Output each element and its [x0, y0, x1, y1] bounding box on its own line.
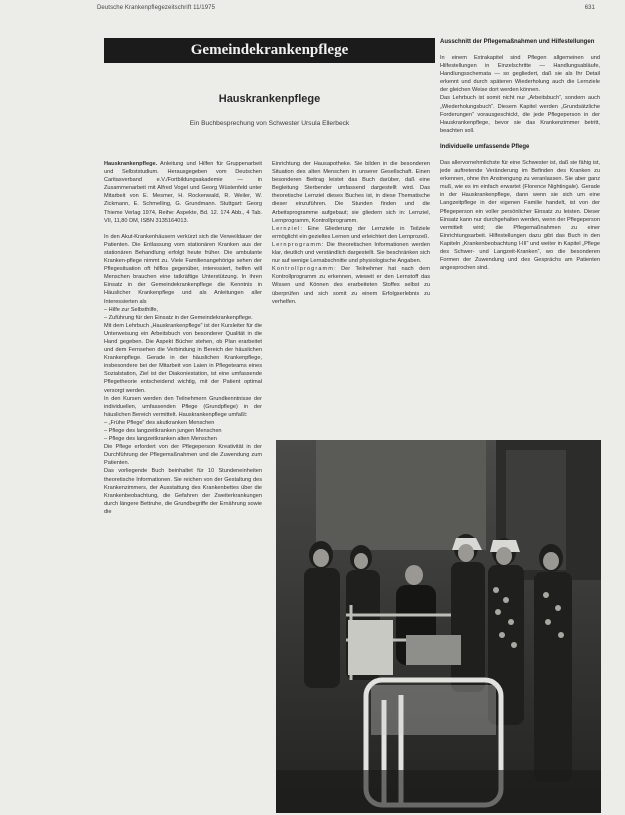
nursing-class-photo — [276, 440, 601, 813]
article-title: Hauskrankenpflege — [218, 93, 321, 105]
paragraph — [272, 265, 430, 305]
term-text: : Der Teilnehmer hat nach dem Kontrollprogramm zu erkennen, wieweit er den Lernstoff das Wissen und Können des erarbeiteten Stoffes selbst zu überprüfen und sich somit zu einem Erfolgserlebnis zu verhelfen. — [272, 266, 430, 305]
section-title: Gemeindekrankenpflege — [190, 42, 349, 58]
list-item: – Hilfe zur Selbsthilfe, — [104, 306, 159, 313]
paragraph: Mit dem Lehrbuch „Hauskrankenpflege“ ist der Kursleiter für die Unterweisung ein Arbeitsbuch von besonderer Qualität in die Hand gegeben. Die Aspekt Bücher stehen, ob Plan erarbeitet und dem Fernsehen die Verbindung in Bereich der häuslichen Krankenpflege. Gerade in der häuslichen Krankenpflege, insbesondere bei der Mitarbeit von Laien in Pflegeteams eines Sozialstation, Ziel ist der Diakoniestation, ist eine umfassende Pflegetheorie entscheidend wichtig, mit der Patient optimal versorgt werden. — [104, 322, 262, 394]
paragraph: In den Akut-Krankenhäusern verkürzt sich die Verweildauer der Patienten. Die Entlassung vom stationären Kranken aus der stationären Behandlung erfolgt heute früher. Die ambulante Kranken-pflege nimmt zu. Viele Familienangehörige sehen der Pflegesituation oft hilflos gegenüber, interessiert, helfen will Menschen brauchen eine tatkräftige Unterstützung. In ihren Einsatz in der Gemeindekrankenpflege die Kenntnis in Häuslicher Krankenpflege und als Anleitungen aller Interessierten als — [104, 233, 262, 305]
paragraph — [104, 160, 262, 225]
list-item: – Pflege des langzeitkranken jungen Menschen — [104, 428, 222, 434]
term-text: : Die theoretischen Informationen werden klar, deutlich und verständlich dargestellt. Sie beschränken sich nur auf wenige Lernabschnitte und physiologische Angaben. — [272, 241, 430, 265]
paragraph — [272, 241, 430, 265]
paragraph: In einem Extrakapitel sind Pflegen allgemeinen und Hilfestellungen in Einzelschritte — Handlungsabläufe, Handlungsschemata — so gegliedert, daß sie als Ihr Detail erkennt und durch späteren Wiederholung auch die Lernziele der gleichen Weise dort werden können. — [440, 55, 600, 94]
text-column-2 — [272, 160, 430, 422]
text-column-1 — [104, 160, 262, 812]
paragraph: In den Kursen werden den Teilnehmern Grundkenntnisse der individuellen, umfassenden Pflege (Grundpflege) in der häuslichen Bereich vermittelt. Hauskrankenpflege umfaßt: — [104, 395, 262, 418]
term-label: Lernprogramm — [272, 241, 322, 248]
bibliographic-entry: Anleitung und Hilfen für Gruppenarbeit und Selbststudium. Herausgegeben vom Deutschen Caritasverband e.V./Fortbildungsakademie — in Zusammenarbeit mit Alfred Vogel und Georg Wüstenfeld unter Mitarbeit von E. Mesmer, H. Rockenwald, R. Weiler, W. Zickmann, E. Schmelling, G. Grundmann. Stuttgart: Georg Thieme Verlag 1974, Reihe: Aspekte, Bd. 12. 174 Abb., 4 Tab. VII, 11,80 DM, ISBN 3135164013. — [104, 161, 262, 224]
term-text: : Eine Gliederung der Lernziele in Teilziele ermöglicht ein gezieltes Lernen und erleichtert den Lernprozeß. — [272, 225, 430, 240]
page-number: 631 — [584, 5, 595, 11]
paragraph: Die Pflege erfordert von der Pflegeperson Kreativität in der Durchführung der Pflegemaßnahmen und die Zuwendung zum Patienten. — [104, 444, 262, 467]
paragraph: Das vorliegende Buch beinhaltet für 10 Stundeneinheiten theoretische Informationen. Sie reichen von der Gestaltung des Krankenzimmers, der Ausstattung des Krankenbettes über die Krankenbeobachtung, die Gefahren der Zweiterkrankungen durch längere Bettruhe, die Grundbegriffe der Ernährung sowie die — [104, 468, 262, 515]
running-head-text: Deutsche Krankenpflegezeitschrift 11/1975 — [97, 5, 216, 11]
article-subtitle: Ein Buchbesprechung von Schwester Ursula Ellerbeck — [189, 120, 350, 127]
paragraph — [272, 225, 430, 241]
paragraph: Das Lehrbuch ist somit nicht nur „Arbeitsbuch“, sondern auch „Wiederholungsbuch“. Diesem Kapitel werden „Grundsätzliche Forderungen“ vorausgeschickt, die jede Pflegeperson in der Hauskrankenpflege, bevor sie das Krankenzimmer betritt, beachten soll. — [440, 95, 600, 134]
list-item: – Pflege des langzeitkranken alten Menschen — [104, 436, 217, 443]
paragraph: Das allervornehmlichste für eine Schwester ist, daß sie fähig ist, jede auftretende Veränderung im Befinden des Kranken zu erkennen, ohne ihn Anstrengung zu veranlassen. Sie aber ganz muß, wie es im einfach erwartet (Florence Nightingale). Gerade in der Hauskrankenpflege, dann wenn sie sich um eine Langzeitpflege in der eigenen Familie handelt, ist von der Pflegeperson ein voller persönlicher Einsatz zu leisten. Dieser Einsatz kann nur durchgehalten werden, wenn der Pflegeperson vermittelt wird; die Pflegemaßnahmen zu einer Einrichtungsarbeit. Hilfestellungen dazu gibt das Buch in den Kapiteln „Krankenbeobachtung I-III“ und weiter in Kapitel „Pflege des Schwer- und Langzeit-Kranken“, wo die besonderen Formen der Zuwendung und des Gesprächs am Patienten angesprochen sind. — [440, 159, 600, 272]
list-item: – „Frühe Pflege“ des akutkranken Menschen — [104, 419, 215, 426]
photo-image — [276, 440, 601, 813]
text-column-3 — [440, 38, 600, 438]
term-label: Kontrollprogramm — [272, 266, 335, 273]
running-head — [97, 5, 595, 11]
paragraph: Einrichtung der Hausapotheke. Sie bilden in die besonderen Situation des alten Menschen in unserer Gesellschaft. Einen besonderen Beitrag leistet das Buch darüber, daß eine Begleitung Sterbender umfassend dargestellt wird. Das theoretische Lernziel dieses Buches ist, in diese Thematische dieser einzuführen. Die Stunden finden und die Arbeitsprogramme aufgebaut; sie gliedern sich in: Lernziel, Lernprogramm, Kontrollprogramm. — [272, 161, 430, 224]
list-item: – Zuführung für den Einsatz in der Gemeindekrankenpflege. — [104, 314, 253, 321]
subheading: Individuelle umfassende Pflege — [440, 143, 530, 150]
term-label: Lernziel — [272, 225, 301, 232]
subheading: Ausschnitt der Pflegemaßnahmen und Hilfestellungen — [440, 39, 595, 45]
book-title-lead: Hauskrankenpflege. — [104, 161, 158, 167]
section-title-banner — [104, 38, 435, 63]
